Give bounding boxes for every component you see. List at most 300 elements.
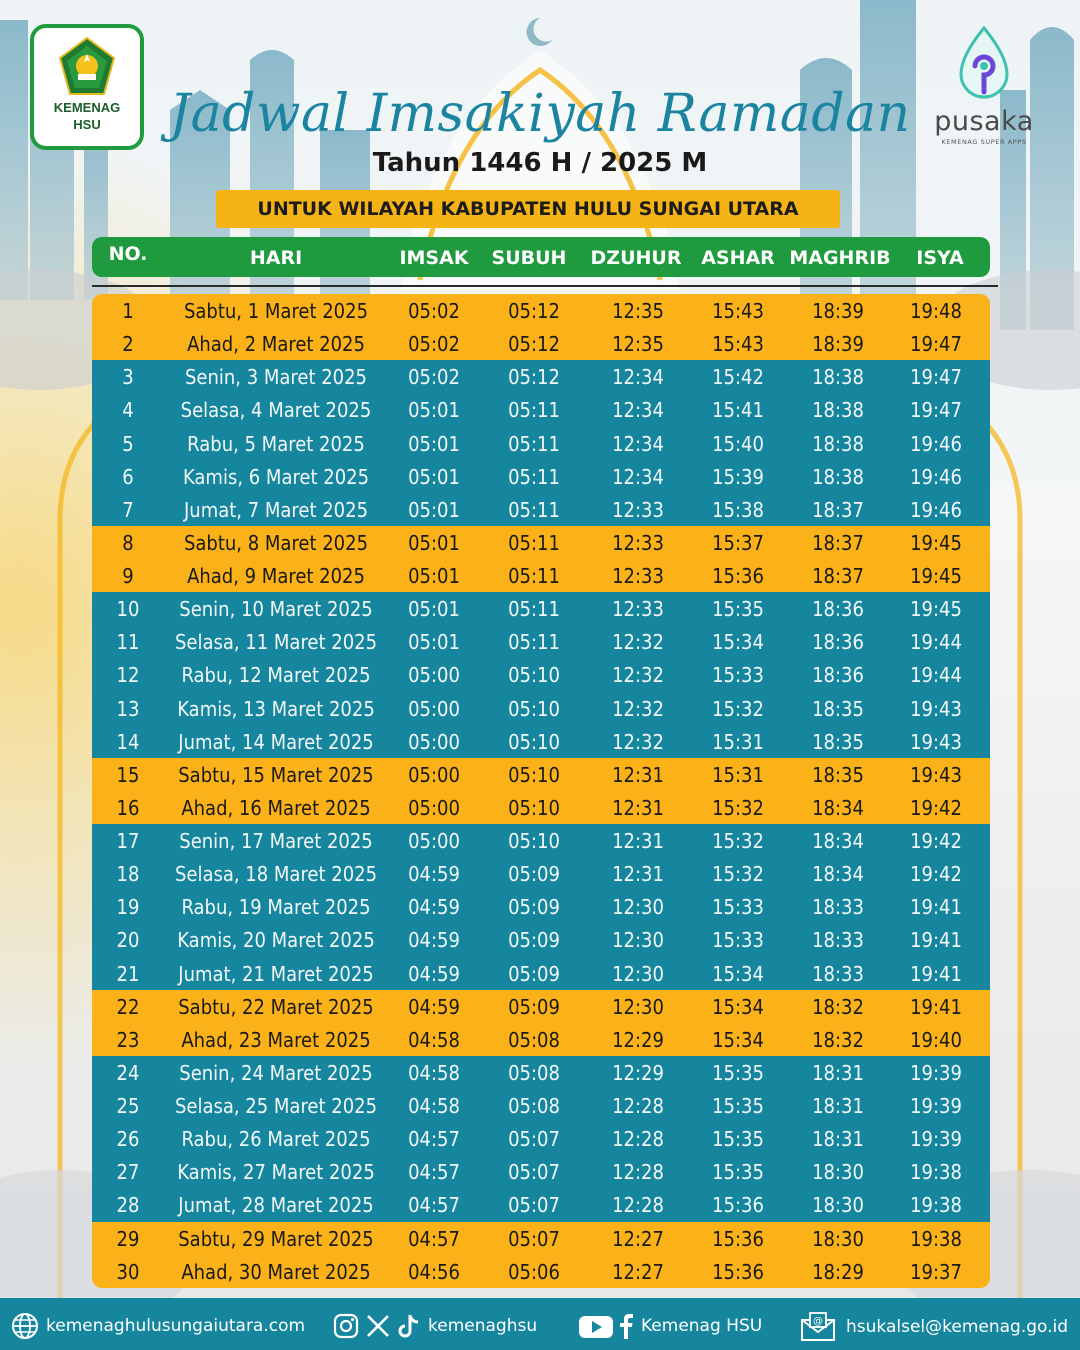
cell-imsak: 05:01 [408,497,460,522]
cell-ashar: 15:34 [712,1027,764,1052]
cell-subuh: 05:09 [508,895,560,920]
pusaka-tagline: KEMENAG SUPER APPS [941,138,1027,146]
cell-no: 23 [116,1027,140,1052]
cell-ashar: 15:43 [712,332,764,357]
cell-no: 17 [116,829,140,853]
cell-hari: Senin, 24 Maret 2025 [179,1060,373,1085]
cell-subuh: 05:06 [508,1259,560,1284]
cell-dzuhur: 12:33 [612,497,664,522]
table-row [92,1155,990,1188]
cell-ashar: 15:39 [712,464,764,489]
cell-no: 21 [116,961,140,986]
cell-maghrib: 18:31 [812,1094,864,1118]
cell-maghrib: 18:35 [812,729,864,754]
col-maghrib: MAGHRIB [789,247,891,269]
cell-maghrib: 18:38 [812,365,864,390]
cell-ashar: 15:36 [712,564,764,588]
cell-subuh: 05:07 [508,1193,560,1218]
cell-dzuhur: 12:33 [612,564,664,588]
cell-imsak: 05:01 [408,530,460,555]
cell-maghrib: 18:34 [812,829,864,853]
cell-no: 6 [122,464,134,489]
cell-isya: 19:44 [910,663,962,688]
table-row [92,493,990,526]
table-row [92,824,990,857]
cell-imsak: 04:59 [408,862,460,887]
region-banner: UNTUK WILAYAH KABUPATEN HULU SUNGAI UTARA [216,190,840,228]
svg-text:@: @ [813,1316,823,1327]
cell-ashar: 15:35 [712,1127,764,1152]
cell-ashar: 15:35 [712,1160,764,1185]
cell-ashar: 15:43 [712,299,764,323]
table-row [92,393,990,426]
footer-social[interactable] [332,1312,537,1340]
cell-hari: Sabtu, 22 Maret 2025 [178,994,374,1019]
cell-hari: Jumat, 14 Maret 2025 [178,729,374,754]
cell-no: 3 [122,365,134,390]
cell-ashar: 15:34 [712,961,764,986]
cell-dzuhur: 12:29 [612,1060,664,1085]
cell-ashar: 15:35 [712,597,764,622]
cell-hari: Rabu, 19 Maret 2025 [181,895,371,920]
youtube-icon [578,1312,614,1340]
cell-no: 26 [116,1127,140,1152]
cell-maghrib: 18:31 [812,1127,864,1152]
cell-hari: Sabtu, 15 Maret 2025 [178,762,374,787]
cell-no: 16 [116,795,140,820]
cell-ashar: 15:41 [712,398,764,423]
cell-maghrib: 18:31 [812,1060,864,1085]
header-divider [92,285,998,287]
cell-subuh: 05:08 [508,1027,560,1052]
cell-dzuhur: 12:27 [612,1259,664,1284]
cell-imsak: 05:02 [408,299,460,323]
cell-imsak: 05:01 [408,464,460,489]
col-subuh: SUBUH [491,247,567,269]
cell-isya: 19:39 [910,1127,962,1152]
footer-email[interactable] [800,1312,1068,1342]
cell-subuh: 05:09 [508,961,560,986]
cell-isya: 19:43 [910,696,962,721]
cell-subuh: 05:08 [508,1060,560,1085]
cell-dzuhur: 12:32 [612,696,664,721]
cell-hari: Rabu, 5 Maret 2025 [187,431,365,456]
cell-subuh: 05:12 [508,332,560,357]
cell-hari: Selasa, 11 Maret 2025 [174,630,378,655]
cell-isya: 19:42 [910,829,962,853]
col-dzuhur: DZUHUR [590,247,682,269]
cell-maghrib: 18:38 [812,464,864,489]
cell-isya: 19:39 [910,1094,962,1118]
cell-isya: 19:47 [910,365,962,390]
cell-imsak: 05:01 [408,597,460,622]
cell-hari: Senin, 17 Maret 2025 [179,829,373,853]
cell-ashar: 15:40 [712,431,764,456]
cell-ashar: 15:32 [712,696,764,721]
table-row [92,857,990,890]
cell-subuh: 05:10 [508,729,560,754]
cell-ashar: 15:34 [712,630,764,655]
cell-imsak: 05:00 [408,696,460,721]
table-row [92,592,990,625]
cell-ashar: 15:32 [712,795,764,820]
cell-imsak: 05:01 [408,398,460,423]
cell-isya: 19:42 [910,795,962,820]
table-row [92,625,990,658]
cell-hari: Rabu, 12 Maret 2025 [181,663,371,688]
cell-imsak: 04:58 [408,1060,460,1085]
cell-dzuhur: 12:32 [612,663,664,688]
cell-no: 8 [122,530,134,555]
cell-no: 18 [116,862,140,887]
cell-no: 27 [116,1160,140,1185]
cell-dzuhur: 12:34 [612,365,664,390]
cell-no: 15 [116,762,140,787]
cell-maghrib: 18:33 [812,895,864,920]
cell-dzuhur: 12:28 [612,1160,664,1185]
cell-maghrib: 18:33 [812,961,864,986]
table-row [92,692,990,725]
table-row [92,890,990,923]
cell-dzuhur: 12:28 [612,1193,664,1218]
col-no: NO. [108,243,148,265]
cell-dzuhur: 12:34 [612,464,664,489]
cell-ashar: 15:34 [712,994,764,1019]
table-row [92,791,990,824]
cell-hari: Senin, 10 Maret 2025 [179,597,373,622]
cell-ashar: 15:32 [712,862,764,887]
cell-ashar: 15:42 [712,365,764,390]
pusaka-name: pusaka [934,106,1034,137]
cell-maghrib: 18:35 [812,696,864,721]
cell-no: 4 [122,398,134,423]
cell-hari: Selasa, 18 Maret 2025 [174,862,378,887]
cell-imsak: 05:00 [408,663,460,688]
cell-isya: 19:47 [910,332,962,357]
cell-isya: 19:45 [910,564,962,588]
cell-dzuhur: 12:30 [612,961,664,986]
col-isya: ISYA [916,247,964,269]
cell-no: 9 [122,564,134,588]
cell-isya: 19:39 [910,1060,962,1085]
table-row [92,327,990,360]
cell-imsak: 04:57 [408,1193,460,1218]
cell-isya: 19:41 [910,895,962,920]
cell-ashar: 15:38 [712,497,764,522]
cell-hari: Jumat, 7 Maret 2025 [183,497,369,522]
cell-no: 20 [116,928,140,953]
footer-website[interactable] [8,1312,305,1340]
cell-ashar: 15:31 [712,762,764,787]
table-row [92,725,990,758]
cell-dzuhur: 12:30 [612,994,664,1019]
cell-maghrib: 18:34 [812,862,864,887]
cell-subuh: 05:07 [508,1226,560,1251]
cell-imsak: 05:01 [408,630,460,655]
cell-isya: 19:38 [910,1193,962,1218]
table-row [92,658,990,691]
cell-maghrib: 18:34 [812,795,864,820]
table-row [92,923,990,956]
cell-imsak: 05:02 [408,365,460,390]
cell-subuh: 05:11 [508,431,560,456]
cell-subuh: 05:10 [508,696,560,721]
cell-no: 5 [122,431,134,456]
cell-maghrib: 18:36 [812,663,864,688]
cell-subuh: 05:08 [508,1094,560,1118]
schedule-table [92,294,990,1288]
cell-no: 12 [116,663,140,688]
cell-hari: Sabtu, 29 Maret 2025 [178,1226,374,1251]
cell-dzuhur: 12:27 [612,1226,664,1251]
cell-subuh: 05:11 [508,530,560,555]
cell-no: 19 [116,895,140,920]
table-row [92,1023,990,1056]
cell-no: 24 [116,1060,140,1085]
cell-imsak: 04:58 [408,1027,460,1052]
cell-ashar: 15:35 [712,1094,764,1118]
cell-imsak: 04:56 [408,1259,460,1284]
tiktok-icon [396,1312,422,1340]
cell-isya: 19:42 [910,862,962,887]
cell-maghrib: 18:30 [812,1160,864,1185]
cell-ashar: 15:31 [712,729,764,754]
cell-no: 29 [116,1226,140,1251]
cell-ashar: 15:33 [712,928,764,953]
cell-imsak: 04:59 [408,928,460,953]
cell-imsak: 05:00 [408,729,460,754]
cell-isya: 19:44 [910,630,962,655]
cell-subuh: 05:11 [508,597,560,622]
cell-dzuhur: 12:30 [612,895,664,920]
cell-no: 11 [116,630,140,655]
cell-subuh: 05:07 [508,1127,560,1152]
cell-isya: 19:47 [910,398,962,423]
cell-isya: 19:46 [910,497,962,522]
table-row [92,294,990,327]
cell-subuh: 05:10 [508,829,560,853]
footer-youtube-facebook[interactable] [578,1312,762,1340]
cell-hari: Jumat, 21 Maret 2025 [178,961,374,986]
table-row [92,1222,990,1255]
instagram-icon [332,1312,360,1340]
cell-imsak: 04:59 [408,895,460,920]
cell-ashar: 15:35 [712,1060,764,1085]
cell-isya: 19:43 [910,762,962,787]
cell-isya: 19:37 [910,1259,962,1284]
cell-isya: 19:45 [910,597,962,622]
cell-hari: Jumat, 28 Maret 2025 [178,1193,374,1218]
table-row [92,957,990,990]
col-imsak: IMSAK [399,247,469,269]
cell-dzuhur: 12:29 [612,1027,664,1052]
cell-no: 7 [122,497,134,522]
cell-imsak: 04:58 [408,1094,460,1118]
cell-ashar: 15:33 [712,663,764,688]
cell-maghrib: 18:38 [812,398,864,423]
cell-dzuhur: 12:35 [612,299,664,323]
cell-isya: 19:43 [910,729,962,754]
cell-ashar: 15:36 [712,1259,764,1284]
footer-bar [0,1298,1080,1350]
cell-subuh: 05:09 [508,994,560,1019]
cell-subuh: 05:10 [508,762,560,787]
cell-hari: Ahad, 9 Maret 2025 [187,564,365,588]
table-row [92,1056,990,1089]
cell-hari: Selasa, 4 Maret 2025 [180,398,372,423]
cell-maghrib: 18:39 [812,299,864,323]
cell-isya: 19:41 [910,928,962,953]
cell-maghrib: 18:35 [812,762,864,787]
cell-subuh: 05:10 [508,663,560,688]
cell-imsak: 05:00 [408,795,460,820]
table-row [92,559,990,592]
cell-imsak: 04:57 [408,1226,460,1251]
cell-dzuhur: 12:33 [612,597,664,622]
logo-text-line1: KEMENAG [53,100,121,115]
logo-text-line2: HSU [73,117,101,132]
cell-isya: 19:46 [910,464,962,489]
cell-subuh: 05:12 [508,299,560,323]
cell-hari: Sabtu, 1 Maret 2025 [183,299,369,323]
cell-no: 25 [116,1094,140,1118]
cell-no: 22 [116,994,140,1019]
table-row [92,990,990,1023]
cell-maghrib: 18:29 [812,1259,864,1284]
email-icon [800,1312,836,1342]
cell-no: 2 [122,332,134,357]
cell-subuh: 05:09 [508,862,560,887]
cell-isya: 19:38 [910,1160,962,1185]
table-row [92,1255,990,1288]
cell-hari: Sabtu, 8 Maret 2025 [183,530,369,555]
cell-dzuhur: 12:28 [612,1127,664,1152]
table-row [92,1122,990,1155]
cell-dzuhur: 12:31 [612,829,664,853]
cell-subuh: 05:09 [508,928,560,953]
cell-maghrib: 18:38 [812,431,864,456]
cell-no: 30 [116,1259,140,1284]
col-ashar: ASHAR [701,247,775,269]
cell-maghrib: 18:37 [812,497,864,522]
cell-hari: Rabu, 26 Maret 2025 [181,1127,371,1152]
cell-isya: 19:40 [910,1027,962,1052]
cell-hari: Kamis, 6 Maret 2025 [182,464,370,489]
cell-maghrib: 18:32 [812,1027,864,1052]
cell-maghrib: 18:30 [812,1226,864,1251]
cell-dzuhur: 12:30 [612,928,664,953]
cell-isya: 19:46 [910,431,962,456]
cell-no: 1 [122,299,134,323]
cell-isya: 19:45 [910,530,962,555]
cell-maghrib: 18:30 [812,1193,864,1218]
table-row [92,1089,990,1122]
page-title: Jadwal Imsakiyah Ramadan [169,84,911,144]
cell-dzuhur: 12:31 [612,762,664,787]
cell-hari: Senin, 3 Maret 2025 [184,365,368,390]
youtube-facebook-text: Kemenag HSU [641,1316,763,1336]
globe-icon [8,1312,42,1340]
cell-maghrib: 18:37 [812,564,864,588]
table-row [92,360,990,393]
cell-imsak: 04:59 [408,961,460,986]
cell-dzuhur: 12:32 [612,630,664,655]
cell-dzuhur: 12:34 [612,431,664,456]
cell-imsak: 05:01 [408,431,460,456]
cell-subuh: 05:11 [508,398,560,423]
cell-hari: Ahad, 16 Maret 2025 [181,795,371,820]
cell-maghrib: 18:33 [812,928,864,953]
cell-subuh: 05:11 [508,630,560,655]
cell-imsak: 04:57 [408,1160,460,1185]
cell-subuh: 05:11 [508,464,560,489]
cell-isya: 19:41 [910,994,962,1019]
table-header [92,237,990,277]
cell-maghrib: 18:36 [812,597,864,622]
cell-imsak: 05:02 [408,332,460,357]
email-text: hsukalsel@kemenag.go.id [846,1317,1069,1337]
x-twitter-icon [364,1312,392,1340]
cell-ashar: 15:32 [712,829,764,853]
cell-maghrib: 18:36 [812,630,864,655]
cell-imsak: 05:01 [408,564,460,588]
cell-ashar: 15:37 [712,530,764,555]
cell-imsak: 05:00 [408,829,460,853]
col-hari: HARI [249,247,303,269]
table-row [92,1188,990,1221]
cell-isya: 19:38 [910,1226,962,1251]
cell-maghrib: 18:37 [812,530,864,555]
social-handle-text: kemenaghsu [428,1316,538,1336]
cell-subuh: 05:07 [508,1160,560,1185]
cell-no: 13 [116,696,140,721]
cell-no: 14 [116,729,140,754]
cell-hari: Selasa, 25 Maret 2025 [174,1094,378,1118]
cell-dzuhur: 12:35 [612,332,664,357]
cell-subuh: 05:10 [508,795,560,820]
cell-dzuhur: 12:32 [612,729,664,754]
cell-hari: Kamis, 20 Maret 2025 [177,928,375,953]
cell-no: 28 [116,1193,140,1218]
cell-hari: Ahad, 23 Maret 2025 [181,1027,371,1052]
cell-dzuhur: 12:28 [612,1094,664,1118]
cell-hari: Ahad, 2 Maret 2025 [187,332,365,357]
cell-subuh: 05:12 [508,365,560,390]
cell-hari: Ahad, 30 Maret 2025 [181,1259,371,1284]
table-row [92,526,990,559]
cell-imsak: 04:59 [408,994,460,1019]
cell-isya: 19:48 [910,299,962,323]
table-row [92,427,990,460]
cell-no: 10 [116,597,140,622]
cell-dzuhur: 12:34 [612,398,664,423]
cell-isya: 19:41 [910,961,962,986]
cell-maghrib: 18:39 [812,332,864,357]
cell-hari: Kamis, 27 Maret 2025 [177,1160,375,1185]
cell-maghrib: 18:32 [812,994,864,1019]
cell-subuh: 05:11 [508,497,560,522]
cell-subuh: 05:11 [508,564,560,588]
cell-ashar: 15:36 [712,1226,764,1251]
cell-imsak: 04:57 [408,1127,460,1152]
cell-hari: Kamis, 13 Maret 2025 [177,696,375,721]
table-row [92,758,990,791]
cell-dzuhur: 12:31 [612,795,664,820]
page-subtitle: Tahun 1446 H / 2025 M [372,148,708,178]
table-row [92,460,990,493]
cell-dzuhur: 12:33 [612,530,664,555]
website-text: kemenaghulusungaiutara.com [46,1316,306,1336]
